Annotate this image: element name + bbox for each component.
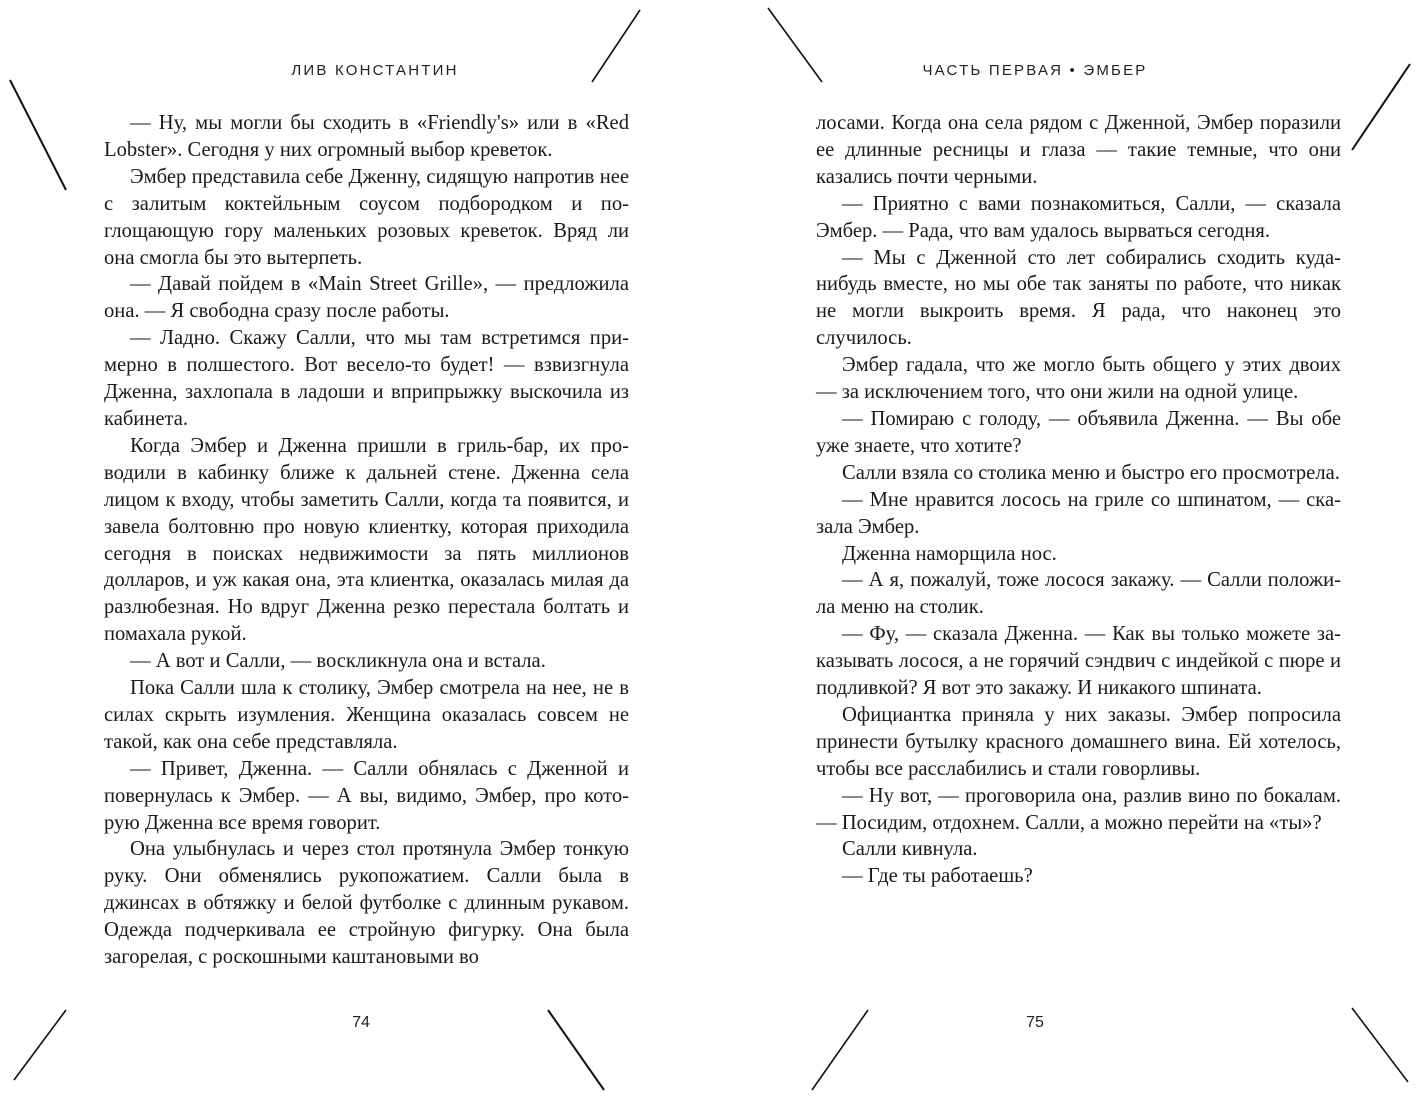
running-head-chapter: ЧАСТЬ ПЕРВАЯ • ЭМБЕР [922, 62, 1148, 79]
paragraph: Эмбер представила себе Дженну, сидящую напротив нее с залитым коктейльным соусом подбородком и поглощающую гору маленьких розовых креветок. Вряд ли она смогла бы это вытерпеть. [104, 165, 629, 269]
paragraph: Пока Салли шла к столику, Эмбер смотрела на нее, не в силах скрыть изумления. Женщина оказалась совсем не такой, как она себе представляла. [104, 677, 629, 753]
paragraph: — Фу, — сказала Дженна. — Как вы только можете заказывать лосося, а не горячий сэндвич с индейкой с пюре и подливкой? Я вот это закажу. И никакого шпината. [816, 623, 1341, 700]
paragraph: — Привет, Дженна. — Салли обнялась с Дженной и повернулась к Эмбер. — А вы, видимо, Эмбер, про которую Дженна все время говорит. [104, 757, 629, 834]
right-text-block [816, 110, 1341, 890]
left-text-block [104, 110, 629, 971]
right-page [710, 0, 1420, 1100]
paragraph: Эмбер гадала, что же могло быть общего у этих двоих — за исключением того, что они жили на одной улице. [816, 354, 1341, 404]
paragraph: — Мы с Дженной сто лет собирались сходить куданибудь вместе, но мы обе так заняты по работе, что никак не могли выкроить время. Я рада, что наконец это случилось. [816, 246, 1341, 350]
paragraph: лосами. Когда она села рядом с Дженной, Эмбер поразили ее длинные ресницы и глаза — такие темные, что они казались почти черными. [816, 112, 1341, 188]
paragraph: — Ладно. Скажу Салли, что мы там встретимся примерно в полшестого. Вот весело-то будет! — взвизгнула Дженна, захлопала в ладоши и вприпрыжку выскочила из кабинета. [104, 327, 629, 430]
paragraph: — Приятно с вами познакомиться, Салли, — сказала Эмбер. — Рада, что вам удалось вырваться сегодня. [816, 192, 1341, 242]
paragraph: Салли взяла со столика меню и быстро его просмотрела. [842, 461, 1340, 484]
paragraph: — А вот и Салли, — воскликнула она и встала. [130, 650, 546, 673]
paragraph: — Давай пойдем в «Main Street Grille», — предложила она. — Я свободна сразу после работы. [104, 273, 629, 323]
paragraph: — Ну вот, — проговорила она, разлив вино по бокалам. — Посидим, отдохнем. Салли, а можно перейти на «ты»? [816, 784, 1341, 834]
paragraph: — Помираю с голоду, — объявила Дженна. — Вы обе уже знаете, что хотите? [816, 407, 1341, 457]
paragraph: Когда Эмбер и Дженна пришли в гриль-бар, их проводили в кабинку ближе к дальней стене. Дженна села лицом к входу, чтобы заметить Салли, когда та появится, и завела болтовню про новую клиентку, которая приходила сегодня в поисках недвижимости за пять миллионов долларов, и уж какая она, эта клиентка, оказалась милая да разлюбезная. Но вдруг Дженна резко перестала болтать и помахала рукой. [104, 434, 629, 646]
paragraph: Официантка приняла у них заказы. Эмбер попросила принести бутылку красного домашнего вина. Ей хотелось, чтобы все расслабились и стали говорливы. [816, 703, 1341, 780]
paragraph: — Ну, мы могли бы сходить в «Friendly's» или в «Red Lobster». Сегодня у них огромный выбор креветок. [104, 112, 629, 161]
paragraph: — Где ты работаешь? [842, 865, 1033, 888]
paragraph: Она улыбнулась и через стол протянула Эмбер тонкую руку. Они обменялись рукопожатием. Салли была в джинсах в обтяжку и белой футболке с длинным рукавом. Одежда подчеркивала ее стройную фигурку. Она была загорелая, с роскошными каштановыми во [104, 838, 629, 969]
paragraph: — Мне нравится лосось на гриле со шпинатом, — сказала Эмбер. [816, 488, 1341, 538]
paragraph: Дженна наморщила нос. [842, 542, 1057, 565]
paragraph: Салли кивнула. [842, 838, 978, 861]
page-number-right: 75 [1026, 1014, 1044, 1031]
running-head-author: ЛИВ КОНСТАНТИН [291, 62, 459, 79]
page-number-left: 74 [352, 1014, 370, 1031]
paragraph: — А я, пожалуй, тоже лосося закажу. — Салли положила меню на столик. [816, 569, 1341, 619]
